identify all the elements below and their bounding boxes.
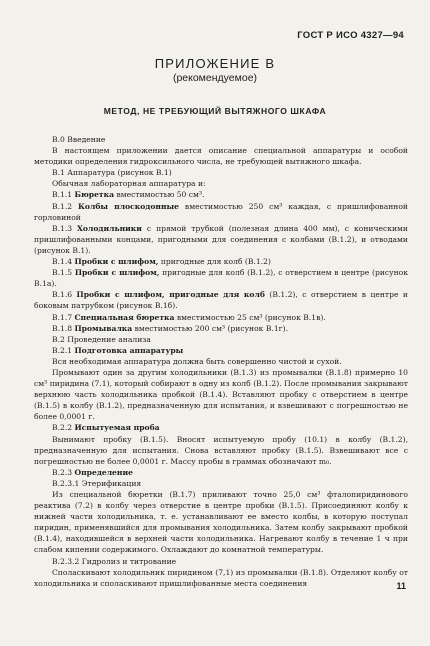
subsection-heading: В.2.3.2 Гидролиз и титрование xyxy=(52,556,177,566)
clause-text: вместимостью 50 см³. xyxy=(114,190,205,200)
clause-number: В.1.7 xyxy=(52,312,75,322)
clause-number: В.1.2 xyxy=(52,201,78,211)
term: Пробки с шлифом, xyxy=(74,257,159,267)
clause-text: вместимостью 25 см³ (рисунок В.1в). xyxy=(174,312,326,322)
paragraph xyxy=(34,345,408,356)
term: Определение xyxy=(74,467,133,477)
clause-number: В.1.5 xyxy=(52,268,75,278)
term: Колбы плоскодонные xyxy=(78,201,179,211)
paragraph xyxy=(34,289,408,311)
clause-text: (В.1.2), с отверстием в центре и боковым патрубком (рисунок В.1б). xyxy=(34,290,408,311)
paragraph xyxy=(34,189,408,200)
paragraph: В настоящем приложении дается описание специальной аппаратуры и особой методики определения гидроксильного числа, не требующей вытяжного шкафа. xyxy=(34,146,408,167)
page-number: 11 xyxy=(396,581,406,591)
clause-number: В.1.8 xyxy=(52,323,75,333)
term: Пробки с шлифом, пригодные для колб xyxy=(76,290,265,300)
clause-number: В.2.1 xyxy=(52,345,75,355)
paragraph xyxy=(34,422,408,433)
paragraph: Вынимают пробку (В.1.5). Вносят испытуемую пробу (10.1) в колбу (В.1.2), предназначенную для испытания. Снова вставляют пробку (В.1.5). Взвешивают все с погрешностью не более 0,0001 г. Массу пробы в граммах обозначают m₀. xyxy=(34,434,408,466)
method-title: МЕТОД, НЕ ТРЕБУЮЩИЙ ВЫТЯЖНОГО ШКАФА xyxy=(103,106,327,116)
section-heading: В.2 Проведение анализа xyxy=(52,334,151,344)
paragraph xyxy=(34,201,408,223)
paragraph xyxy=(34,256,408,267)
paragraph: Из специальной бюретки (В.1.7) приливают точно 25,0 см³ фталопиридинового реактива (7.2) в колбу через отверстие в центре пробки (В.1.5). Присоединяют колбу к нижней части холодильника, т. е. устанавливают ее вместо колбы, в которую поступал пиридин, применявшийся для промывания холодильника. Затем колбу закрывают пробкой (В.1.4), находившейся в верхней части холодильника. Нагревают колбу в течение 1 ч при слабом кипении содержимого. Охлаждают до комнатной температуры. xyxy=(34,490,408,555)
paragraph: Промывают один за другим холодильники (В.1.3) из промывалки (В.1.8) примерно 10 см³ пиридина (7.1), который собирают в одну из колб (В.1.2). После промывания закрывают верхнюю часть холодильника пробкой (В.1.4). Вставляют пробку с отверстием в центре (В.1.5) в колбу (В.1.2), предназначенную для испытания, и взвешивают с погрешностью не более 0,0001 г. xyxy=(34,367,408,422)
term: Специальная бюретка xyxy=(74,312,175,322)
subsection-heading: В.2.3.1 Этерификация xyxy=(52,478,142,488)
appendix-title: ПРИЛОЖЕНИЕ В xyxy=(154,56,276,71)
clause-number: В.1.3 xyxy=(52,223,78,233)
clause-number: В.2.2 xyxy=(52,423,75,433)
paragraph xyxy=(34,323,408,334)
paragraph xyxy=(34,312,408,323)
clause-text: вместимостью 250 см³ каждая, с пришлифованной горловиной xyxy=(34,201,408,222)
clause-text: пригодные для колб (В.1.2) xyxy=(158,257,271,267)
section-heading: В.0 Введение xyxy=(52,135,106,144)
clause-text: с прямой трубкой (полезная длина 400 мм), с коническими пришлифованными концами, пригодными для соединения с колбами (В.1.2), и отводами (рисунок В.1). xyxy=(34,223,408,255)
paragraph xyxy=(34,223,408,256)
clause-text: вместимостью 200 см³ (рисунок В.1г). xyxy=(132,323,289,333)
paragraph: Споласкивают холодильник пиридином (7,1) из промывалки (В.1.8). Отделяют колбу от холодильника и споласкивают пришлифованные места соединения xyxy=(34,567,408,588)
clause-number: В.1.4 xyxy=(52,257,75,267)
clause-number: В.1.1 xyxy=(52,190,75,200)
term: Пробки с шлифом, xyxy=(74,268,160,278)
paragraph xyxy=(34,467,408,478)
section-heading: В.1 Аппаратура (рисунок В.1) xyxy=(52,168,172,178)
appendix-subtitle: (рекомендуемое) xyxy=(172,72,258,84)
term: Испытуемая проба xyxy=(74,423,160,433)
term: Холодильники xyxy=(77,223,142,233)
clause-number: В.2.3 xyxy=(52,467,75,477)
clause-number: В.1.6 xyxy=(52,290,77,300)
document-body xyxy=(34,134,408,589)
term: Подготовка аппаратуры xyxy=(74,345,184,355)
term: Бюретка xyxy=(74,190,115,200)
paragraph xyxy=(34,267,408,289)
clause-text: пригодные для колб (В.1.2), с отверстием в центре (рисунок В.1а). xyxy=(34,268,408,289)
paragraph: Обычная лабораторная аппаратура и: xyxy=(52,179,206,189)
term: Промывалка xyxy=(74,323,133,333)
standard-header: ГОСТ Р ИСО 4327—94 xyxy=(297,30,404,41)
paragraph: Вся необходимая аппаратура должна быть совершенно чистой и сухой. xyxy=(52,356,342,366)
